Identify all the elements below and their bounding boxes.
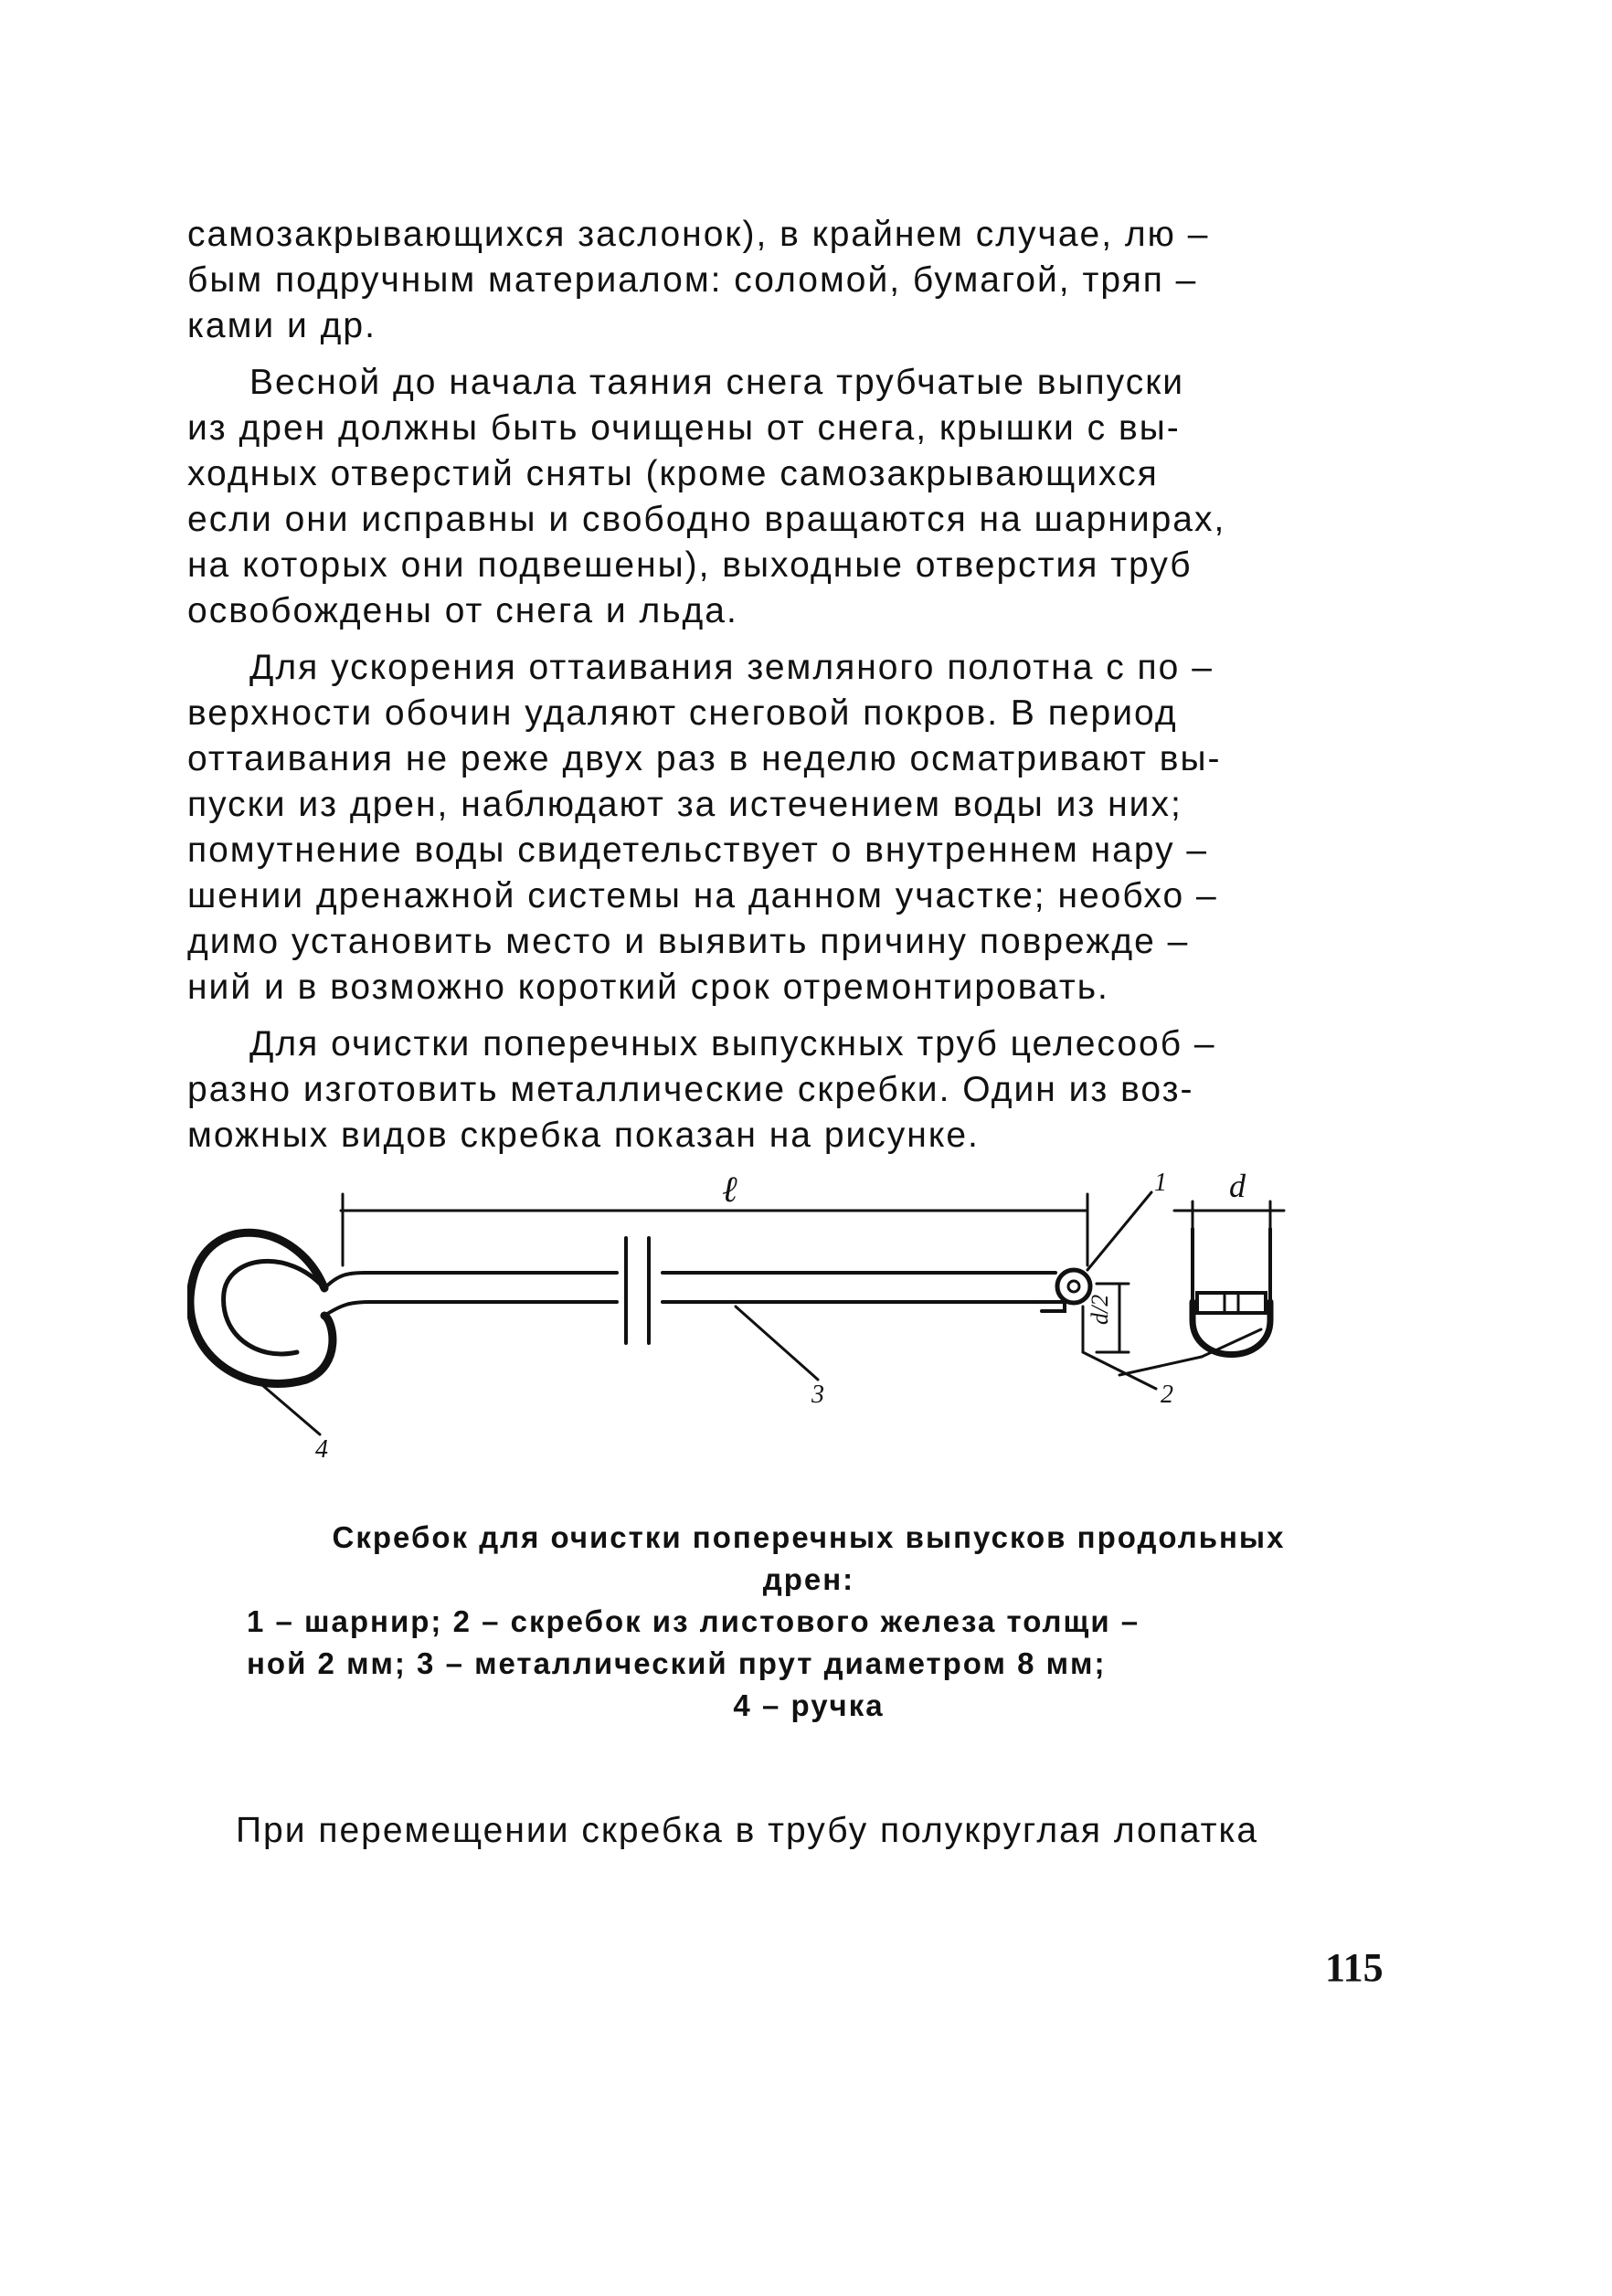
paragraph-3 [187,645,1384,1010]
scraper-drawing [187,1156,1375,1485]
caption-title: Скребок для очистки поперечных выпусков продольных [332,1520,1286,1554]
text-line: Весной до начала таяния снега трубчатые выпуски [249,363,1185,402]
rod-upper [324,1273,617,1288]
section-bowl [1193,1302,1270,1355]
caption-items: ной 2 мм; 3 – металлический прут диаметром 8 мм; [247,1646,1107,1680]
figure-caption [247,1517,1371,1727]
leader-1 [1087,1192,1151,1270]
label-diameter: d [1229,1168,1246,1204]
callout-1: 1 [1154,1169,1167,1197]
leader-3 [736,1307,818,1380]
body-text [187,212,1384,1169]
text-line: ходных отверстий сняты (кроме самозакрывающихся [187,454,1159,493]
label-half-diameter: d/2 [1087,1294,1113,1325]
label-length: ℓ [722,1169,737,1210]
text-line: освобождены от снега и льда. [187,591,738,630]
text-line: верхности обочин удаляют снеговой покров. В период [187,693,1178,733]
text-line: ний и в возможно короткий срок отремонтировать. [187,968,1109,1007]
leader-4 [256,1380,320,1434]
text-line: димо установить место и выявить причину повреждe – [187,922,1190,961]
caption-title: дрен: [762,1562,855,1596]
rod-lower [324,1302,617,1316]
caption-items: 4 – ручка [733,1688,885,1722]
scraper-plate [1037,1302,1065,1311]
hinge-center [1068,1281,1079,1292]
text-line: Для очистки поперечных выпускных труб целесооб – [249,1024,1216,1063]
text-line: если они исправны и свободно вращаются на шарнирах, [187,500,1226,539]
text-line: оттаивания не реже двух раз в неделю осматривают вы- [187,739,1222,778]
handle-hook-inner [224,1261,324,1354]
text-line: помутнение воды свидетельствует о внутреннем нару – [187,831,1209,870]
section-rod [1197,1293,1266,1313]
callout-4: 4 [315,1435,328,1464]
handle-hook [190,1233,333,1383]
text-line: пуски из дрен, наблюдают за истечением воды из них; [187,785,1182,824]
paragraph-2 [187,360,1384,634]
text-line: шении дренажной системы на данном участке; необхо – [187,876,1218,915]
text-line: Для ускорения оттаивания земляного полотна с по – [249,648,1214,687]
scraper-figure [187,1156,1375,1485]
text-line: на которых они подвешены), выходные отверстия труб [187,545,1193,585]
callout-2: 2 [1161,1381,1173,1409]
section-leader [1119,1357,1202,1375]
continuation-text: При перемещении скребка в трубу полукруглая лопатка [236,1811,1259,1850]
text-line: самозакрывающихся заслонок), в крайнем случае, лю – [187,215,1210,254]
page-number: 115 [1325,1945,1384,1990]
text-line: можных видов скребка показан на рисунке. [187,1116,980,1155]
text-line: ками и др. [187,306,376,345]
hinge-circle [1057,1270,1090,1303]
text-line: бым подручным материалом: соломой, бумагой, тряп – [187,260,1198,300]
callout-3: 3 [811,1381,824,1409]
text-line: из дрен должны быть очищены от снега, крышки с вы- [187,408,1181,448]
paragraph-1 [187,212,1384,349]
caption-items: 1 – шарнир; 2 – скребок из листового железа толщи – [247,1604,1140,1638]
paragraph-4 [187,1021,1384,1159]
text-line: разно изготовить металлические скребки. Один из воз- [187,1070,1194,1109]
